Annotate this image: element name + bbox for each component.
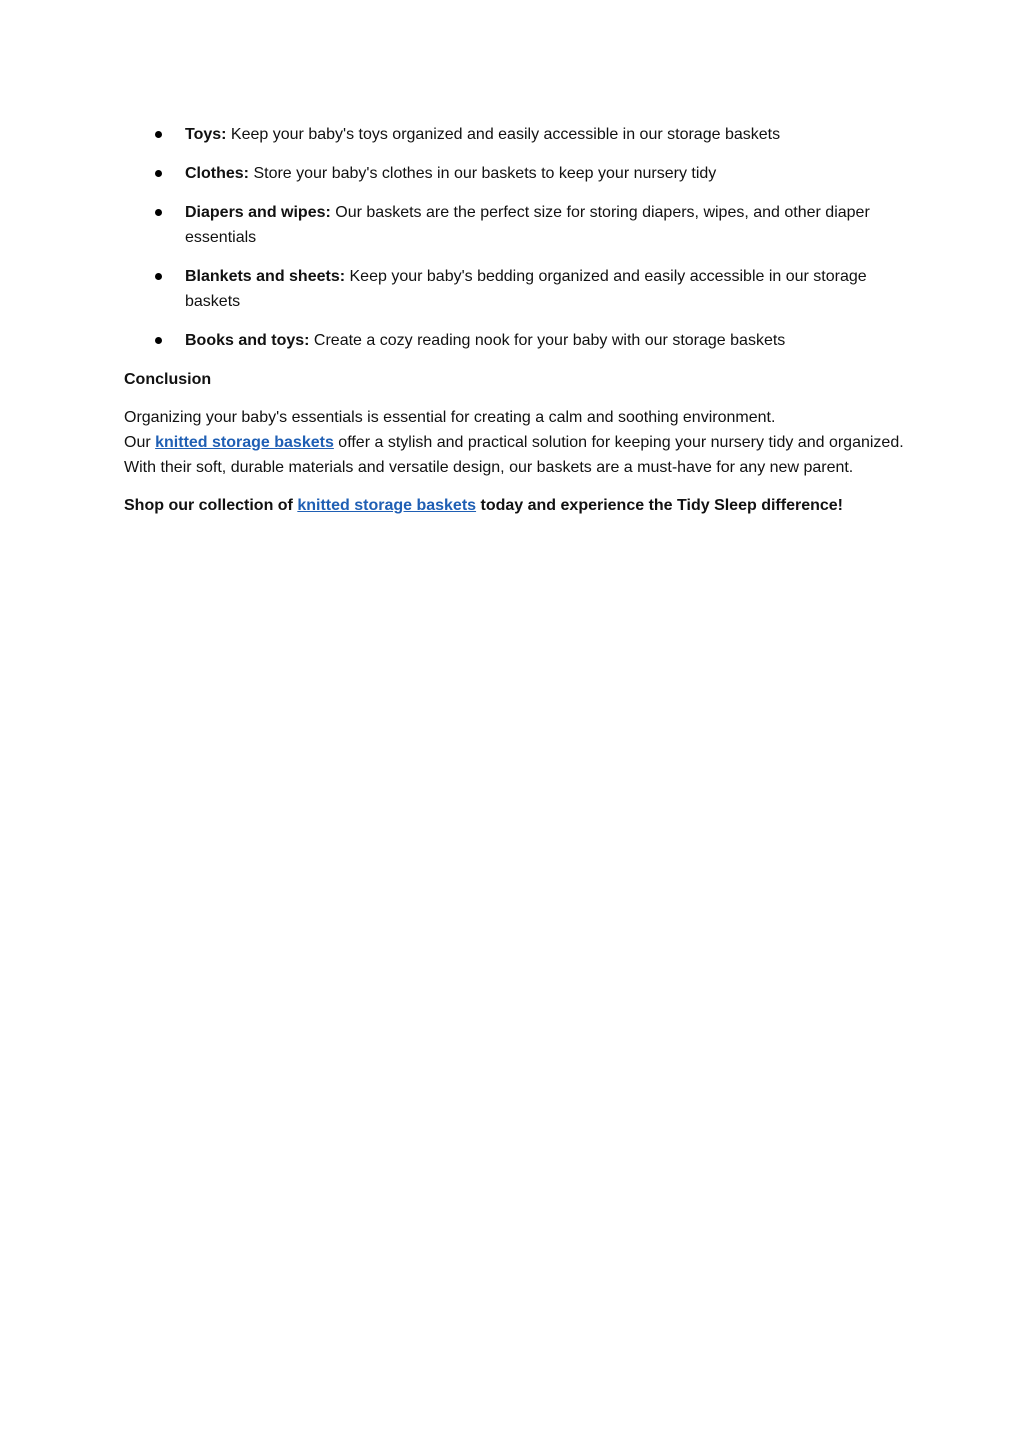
- list-item: [124, 161, 904, 186]
- list-item-label: Toys:: [185, 126, 227, 143]
- cta-prefix: Shop our collection of: [124, 497, 298, 514]
- document-content: [124, 122, 904, 531]
- knitted-baskets-link[interactable]: knitted storage baskets: [155, 434, 334, 451]
- conclusion-paragraph: [124, 405, 904, 480]
- conclusion-heading: Conclusion: [124, 371, 212, 388]
- list-item: [124, 200, 904, 250]
- conclusion-line1: Organizing your baby's essentials is essential for creating a calm and soothing environment.: [124, 409, 776, 426]
- list-item-text: Keep your baby's toys organized and easily accessible in our storage baskets: [226, 126, 781, 143]
- list-item-text: Store your baby's clothes in our baskets to keep your nursery tidy: [249, 165, 717, 182]
- cta-knitted-baskets-link[interactable]: knitted storage baskets: [297, 497, 477, 514]
- list-item: [124, 328, 904, 353]
- list-item-text: Create a cozy reading nook for your baby with our storage baskets: [309, 332, 786, 349]
- list-item-label: Blankets and sheets:: [185, 268, 346, 285]
- bullet-icon: [155, 131, 162, 138]
- bullet-icon: [155, 337, 162, 344]
- bullet-icon: [155, 209, 162, 216]
- list-item-text: Our baskets are the perfect size for storing diapers, wipes, and other diaper essentials: [185, 204, 870, 246]
- bullet-icon: [155, 273, 162, 280]
- uses-list: [124, 122, 904, 353]
- list-item: [124, 122, 904, 147]
- conclusion-suffix: offer a stylish and practical solution for keeping your nursery tidy and organized. With their soft, durable materials and versatile design, our baskets are a must-have for any new parent.: [124, 434, 904, 476]
- cta-paragraph: [124, 493, 904, 518]
- list-item-text: Keep your baby's bedding organized and easily accessible in our storage baskets: [185, 268, 867, 310]
- list-item-label: Books and toys:: [185, 332, 310, 349]
- bullet-icon: [155, 170, 162, 177]
- list-item-label: Diapers and wipes:: [185, 204, 331, 221]
- cta-suffix: today and experience the Tidy Sleep difference!: [476, 497, 843, 514]
- conclusion-prefix: Our: [124, 434, 156, 451]
- list-item: [124, 264, 904, 314]
- list-item-label: Clothes:: [185, 165, 249, 182]
